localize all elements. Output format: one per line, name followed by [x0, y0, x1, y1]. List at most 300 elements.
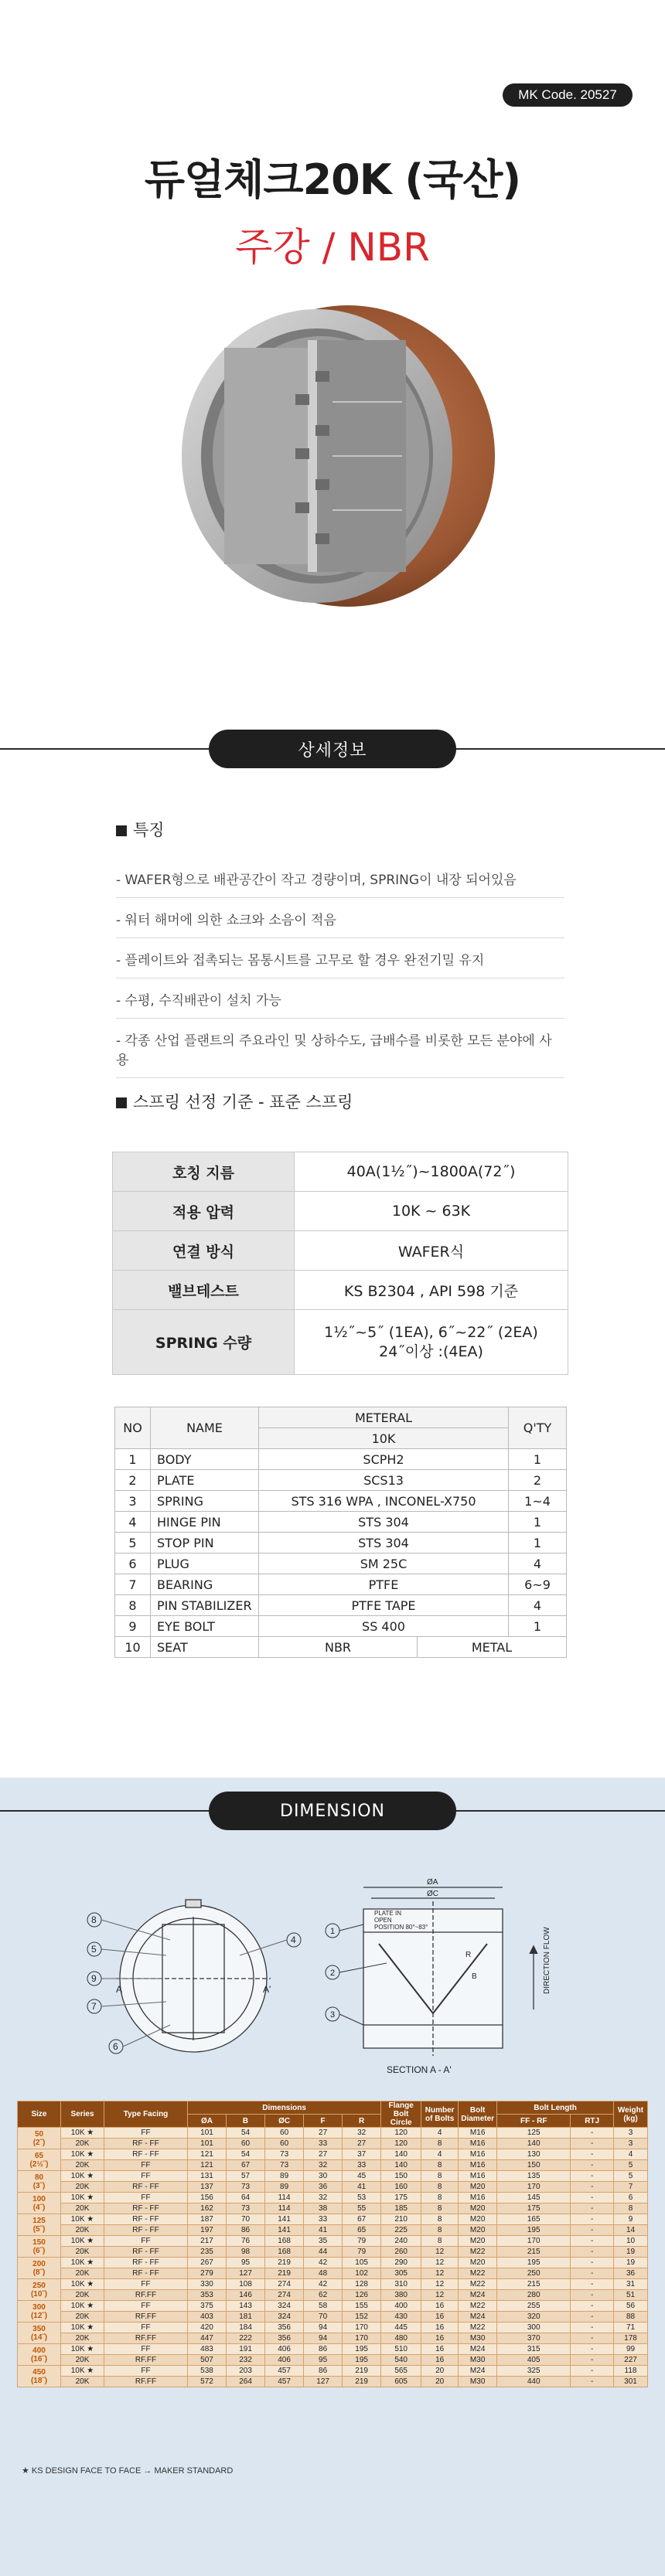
table-cell: 480: [381, 2333, 421, 2344]
table-cell: SCS13: [259, 1470, 509, 1491]
table-cell: 16: [421, 2322, 459, 2333]
table-cell: 195: [343, 2355, 381, 2366]
dimension-drawing: [70, 1870, 611, 2087]
table-row: [115, 1616, 567, 1637]
table-cell: 3: [614, 2128, 648, 2139]
table-cell: 141: [265, 2225, 304, 2236]
table-cell: 203: [227, 2366, 265, 2377]
table-row: [115, 1595, 567, 1616]
table-cell: 51: [614, 2290, 648, 2301]
table-cell: -: [571, 2258, 614, 2268]
table-cell: 235: [188, 2247, 227, 2258]
table-cell: 280: [497, 2290, 571, 2301]
table-cell: 20K: [61, 2160, 104, 2171]
table-cell: 67: [227, 2160, 265, 2171]
table-cell: 127: [227, 2268, 265, 2279]
table-row: [18, 2139, 648, 2149]
table-cell: -: [571, 2182, 614, 2193]
table-cell: 274: [265, 2279, 304, 2290]
ks-design-note: ★ KS DESIGN FACE TO FACE → MAKER STANDARD: [22, 2466, 234, 2476]
table-cell: M24: [459, 2290, 497, 2301]
table-row: [18, 2333, 648, 2344]
size-cell: 50 (2˝): [18, 2128, 61, 2149]
table-cell: 267: [188, 2258, 227, 2268]
table-cell: 20K: [61, 2203, 104, 2214]
callout-number: 3: [330, 2010, 336, 2020]
direction-flow-label: DIRECTION FLOW: [543, 1927, 551, 1994]
table-cell: 16: [421, 2355, 459, 2366]
table-row: [18, 2182, 648, 2193]
spec-row: 적용 압력 10K ~ 63K: [113, 1192, 568, 1231]
table-cell: 1: [509, 1512, 567, 1533]
table-row: [115, 1470, 567, 1491]
table-cell: 8: [421, 2214, 459, 2225]
table-cell: -: [571, 2355, 614, 2366]
table-cell: 6: [115, 1553, 151, 1574]
table-cell: 240: [381, 2236, 421, 2247]
table-cell: 170: [497, 2182, 571, 2193]
size-cell: 250 (10˝): [18, 2279, 61, 2301]
table-cell: 33: [304, 2139, 343, 2149]
callout-number: 1: [330, 1927, 336, 1936]
table-cell: 67: [343, 2214, 381, 2225]
table-cell: 101: [188, 2128, 227, 2139]
dim-r: R: [466, 1951, 472, 1959]
table-row: [18, 2225, 648, 2236]
table-cell: 99: [614, 2344, 648, 2355]
table-cell: STOP PIN: [151, 1533, 259, 1553]
table-cell: 89: [265, 2182, 304, 2193]
dim-phi-a: ØA: [427, 1878, 438, 1887]
table-cell: 36: [304, 2182, 343, 2193]
table-cell: 128: [343, 2279, 381, 2290]
table-cell: 8: [421, 2203, 459, 2214]
table-cell: 195: [497, 2225, 571, 2236]
table-cell: 27: [343, 2139, 381, 2149]
table-cell: 20K: [61, 2225, 104, 2236]
table-cell: M24: [459, 2312, 497, 2322]
table-cell: M16: [459, 2128, 497, 2139]
table-row: [115, 1449, 567, 1470]
table-cell: 301: [614, 2377, 648, 2387]
table-cell: FF: [104, 2279, 188, 2290]
table-cell: -: [571, 2290, 614, 2301]
feature-item: - 각종 산업 플랜트의 주요라인 및 상하수도, 급배수를 비롯한 모든 분야에 사용: [116, 1029, 564, 1078]
table-cell: 95: [227, 2258, 265, 2268]
table-cell: FF: [104, 2366, 188, 2377]
table-cell: 375: [188, 2301, 227, 2312]
table-cell: 60: [265, 2128, 304, 2139]
table-cell: 118: [614, 2366, 648, 2377]
table-cell: 48: [304, 2268, 343, 2279]
table-cell: 32: [304, 2160, 343, 2171]
table-cell: 572: [188, 2377, 227, 2387]
table-row: [115, 1533, 567, 1553]
table-cell: STS 304: [259, 1533, 509, 1553]
table-cell: M22: [459, 2247, 497, 2258]
table-cell: 45: [343, 2171, 381, 2182]
table-cell: HINGE PIN: [151, 1512, 259, 1533]
table-row: [18, 2290, 648, 2301]
table-cell: -: [571, 2236, 614, 2247]
table-cell: 73: [227, 2182, 265, 2193]
table-cell: -: [571, 2377, 614, 2387]
table-cell: 370: [497, 2333, 571, 2344]
table-cell: RF.FF: [104, 2377, 188, 2387]
table-cell: 56: [614, 2301, 648, 2312]
table-cell: 42: [304, 2258, 343, 2268]
table-cell: 16: [421, 2344, 459, 2355]
table-cell: 58: [304, 2301, 343, 2312]
table-cell: 320: [497, 2312, 571, 2322]
table-cell: 44: [304, 2247, 343, 2258]
table-cell: 150: [381, 2171, 421, 2182]
table-cell: SS 400: [259, 1616, 509, 1637]
table-row: [18, 2203, 648, 2214]
table-cell: 20: [421, 2377, 459, 2387]
table-cell: 2: [509, 1470, 567, 1491]
table-cell: -: [571, 2149, 614, 2160]
table-cell: 27: [304, 2149, 343, 2160]
table-cell: RF - FF: [104, 2225, 188, 2236]
mk-code-badge: MK Code. 20527: [503, 83, 633, 107]
table-cell: 457: [265, 2377, 304, 2387]
table-cell: -: [571, 2322, 614, 2333]
table-cell: 160: [381, 2182, 421, 2193]
table-cell: 219: [265, 2268, 304, 2279]
table-cell: RF - FF: [104, 2203, 188, 2214]
table-cell: 71: [614, 2322, 648, 2333]
table-cell: 131: [188, 2171, 227, 2182]
table-cell: FF: [104, 2236, 188, 2247]
table-cell: 10K ★: [61, 2366, 104, 2377]
table-cell: 5: [614, 2171, 648, 2182]
table-cell: -: [571, 2268, 614, 2279]
table-cell: BEARING: [151, 1574, 259, 1595]
table-cell: 4: [614, 2149, 648, 2160]
table-cell: 12: [421, 2290, 459, 2301]
table-cell: 10K ★: [61, 2214, 104, 2225]
table-cell: 168: [265, 2236, 304, 2247]
table-cell: M20: [459, 2258, 497, 2268]
table-cell: 191: [227, 2344, 265, 2355]
table-cell: 20K: [61, 2247, 104, 2258]
table-cell: 20K: [61, 2333, 104, 2344]
table-cell: 35: [304, 2236, 343, 2247]
table-cell: 315: [497, 2344, 571, 2355]
table-cell: 31: [614, 2279, 648, 2290]
table-cell: 20: [421, 2366, 459, 2377]
table-cell: FF: [104, 2171, 188, 2182]
table-cell: 33: [304, 2214, 343, 2225]
plate-note: PLATE IN: [374, 1910, 401, 1917]
table-cell: 324: [265, 2301, 304, 2312]
table-row: [18, 2322, 648, 2333]
table-cell: 73: [265, 2149, 304, 2160]
table-cell: -: [571, 2214, 614, 2225]
table-cell: M20: [459, 2182, 497, 2193]
table-row: [18, 2355, 648, 2366]
table-cell: 55: [343, 2203, 381, 2214]
table-cell: 483: [188, 2344, 227, 2355]
size-cell: 350 (14˝): [18, 2322, 61, 2344]
dim-b: B: [472, 1972, 477, 1981]
table-cell: 225: [381, 2225, 421, 2236]
table-cell: 165: [497, 2214, 571, 2225]
table-cell: 195: [497, 2258, 571, 2268]
table-row: [18, 2366, 648, 2377]
table-cell: 6: [614, 2193, 648, 2203]
table-cell: 41: [304, 2225, 343, 2236]
plate-note: OPEN: [374, 1917, 392, 1924]
table-cell: FF: [104, 2344, 188, 2355]
table-cell: 538: [188, 2366, 227, 2377]
table-cell: 19: [614, 2258, 648, 2268]
table-cell: 170: [343, 2333, 381, 2344]
table-cell: M16: [459, 2193, 497, 2203]
table-cell: FF: [104, 2322, 188, 2333]
table-cell: 65: [343, 2225, 381, 2236]
section-dimension-pill: DIMENSION: [209, 1792, 456, 1830]
table-cell: 264: [227, 2377, 265, 2387]
table-cell: 86: [304, 2366, 343, 2377]
table-cell: 8: [614, 2203, 648, 2214]
table-cell: 89: [265, 2171, 304, 2182]
table-cell: M16: [459, 2149, 497, 2160]
table-cell: M22: [459, 2301, 497, 2312]
table-cell: 88: [614, 2312, 648, 2322]
table-row: [115, 1491, 567, 1512]
parts-body: [115, 1449, 567, 1637]
table-cell: 250: [497, 2268, 571, 2279]
table-cell: 8: [421, 2182, 459, 2193]
table-cell: 325: [497, 2366, 571, 2377]
table-cell: M20: [459, 2203, 497, 2214]
table-cell: 16: [421, 2333, 459, 2344]
square-bullet-icon: [116, 1097, 127, 1108]
feature-item: - 수평, 수직배관이 설치 가능: [116, 989, 564, 1019]
table-cell: 9: [614, 2214, 648, 2225]
table-cell: 10K ★: [61, 2322, 104, 2333]
table-cell: 447: [188, 2333, 227, 2344]
size-cell: 65 (2½˝): [18, 2149, 61, 2171]
table-cell: 406: [265, 2344, 304, 2355]
table-cell: 4: [421, 2128, 459, 2139]
table-cell: RF - FF: [104, 2139, 188, 2149]
spring-heading: 스프링 선정 기준 - 표준 스프링: [116, 1090, 353, 1113]
table-cell: STS 316 WPA , INCONEL-X750: [259, 1491, 509, 1512]
table-row: [18, 2279, 648, 2290]
table-cell: 217: [188, 2236, 227, 2247]
table-row: [18, 2301, 648, 2312]
section-marker-a: A: [116, 1984, 123, 1995]
table-cell: 27: [304, 2128, 343, 2139]
table-cell: 73: [227, 2203, 265, 2214]
table-cell: 33: [343, 2160, 381, 2171]
table-cell: 324: [265, 2312, 304, 2322]
table-cell: 8: [421, 2160, 459, 2171]
callout-number: 4: [291, 1935, 296, 1945]
table-cell: 356: [265, 2322, 304, 2333]
table-cell: 152: [343, 2312, 381, 2322]
table-row: [18, 2128, 648, 2139]
table-cell: 8: [421, 2139, 459, 2149]
table-row: [18, 2214, 648, 2225]
table-cell: 170: [343, 2322, 381, 2333]
table-cell: RF.FF: [104, 2312, 188, 2322]
table-cell: SPRING: [151, 1491, 259, 1512]
table-cell: 73: [265, 2160, 304, 2171]
table-cell: 3: [614, 2139, 648, 2149]
table-cell: 353: [188, 2290, 227, 2301]
table-cell: 380: [381, 2290, 421, 2301]
table-cell: 32: [304, 2193, 343, 2203]
table-cell: 141: [265, 2214, 304, 2225]
table-cell: 1: [509, 1533, 567, 1553]
table-cell: 197: [188, 2225, 227, 2236]
table-cell: 290: [381, 2258, 421, 2268]
features-heading: 특징: [116, 818, 165, 841]
table-cell: 20K: [61, 2312, 104, 2322]
table-cell: 126: [343, 2290, 381, 2301]
table-cell: M22: [459, 2279, 497, 2290]
table-row: 10 SEAT NBR METAL: [115, 1637, 567, 1658]
dim-phi-c: ØC: [427, 1890, 438, 1898]
table-cell: 222: [227, 2333, 265, 2344]
table-cell: 300: [497, 2322, 571, 2333]
table-cell: 101: [188, 2139, 227, 2149]
table-cell: 4: [115, 1512, 151, 1533]
table-cell: 125: [497, 2128, 571, 2139]
table-cell: 14: [614, 2225, 648, 2236]
table-cell: M20: [459, 2214, 497, 2225]
table-cell: 219: [265, 2258, 304, 2268]
table-cell: -: [571, 2301, 614, 2312]
table-cell: 140: [381, 2160, 421, 2171]
table-cell: 155: [343, 2301, 381, 2312]
table-cell: 120: [381, 2139, 421, 2149]
table-cell: 219: [343, 2366, 381, 2377]
table-cell: 10K ★: [61, 2193, 104, 2203]
callout-number: 7: [91, 2001, 97, 2012]
front-view: [116, 1900, 271, 2052]
table-cell: 105: [343, 2258, 381, 2268]
table-cell: 12: [421, 2258, 459, 2268]
table-cell: 79: [343, 2247, 381, 2258]
table-cell: M30: [459, 2355, 497, 2366]
table-cell: 178: [614, 2333, 648, 2344]
table-cell: 10K ★: [61, 2171, 104, 2182]
table-cell: FF: [104, 2301, 188, 2312]
table-cell: -: [571, 2247, 614, 2258]
table-cell: 10K ★: [61, 2128, 104, 2139]
table-cell: FF: [104, 2128, 188, 2139]
table-cell: 210: [381, 2214, 421, 2225]
table-cell: 42: [304, 2279, 343, 2290]
table-cell: 184: [227, 2322, 265, 2333]
spec-row: 호칭 지름 40A(1½˝)~1800A(72˝): [113, 1152, 568, 1192]
section-detail-pill: 상세정보: [209, 730, 456, 768]
table-cell: 120: [381, 2128, 421, 2139]
table-cell: 86: [304, 2344, 343, 2355]
table-cell: 121: [188, 2160, 227, 2171]
table-cell: RF - FF: [104, 2149, 188, 2160]
table-cell: 8: [421, 2193, 459, 2203]
table-cell: -: [571, 2312, 614, 2322]
feature-item: - 플레이트와 접촉되는 몸통시트를 고무로 할 경우 완전기밀 유지: [116, 949, 564, 978]
table-cell: STS 304: [259, 1512, 509, 1533]
table-cell: 310: [381, 2279, 421, 2290]
table-cell: 79: [343, 2236, 381, 2247]
square-bullet-icon: [116, 825, 127, 836]
table-row: [18, 2193, 648, 2203]
table-row: [18, 2160, 648, 2171]
size-cell: 150 (6˝): [18, 2236, 61, 2258]
table-cell: 114: [265, 2203, 304, 2214]
dual-check-valve-image: [155, 278, 510, 634]
table-cell: 4: [509, 1595, 567, 1616]
table-cell: 8: [421, 2236, 459, 2247]
table-cell: 70: [227, 2214, 265, 2225]
table-cell: M22: [459, 2268, 497, 2279]
table-cell: PTFE TAPE: [259, 1595, 509, 1616]
table-cell: 114: [265, 2193, 304, 2203]
table-cell: 20K: [61, 2377, 104, 2387]
table-cell: M16: [459, 2160, 497, 2171]
table-cell: 145: [497, 2193, 571, 2203]
table-cell: 8: [115, 1595, 151, 1616]
table-cell: -: [571, 2225, 614, 2236]
table-cell: 175: [497, 2203, 571, 2214]
table-cell: 8: [421, 2171, 459, 2182]
table-cell: 162: [188, 2203, 227, 2214]
callout-number: 9: [91, 1973, 97, 1984]
table-cell: 255: [497, 2301, 571, 2312]
table-cell: 156: [188, 2193, 227, 2203]
table-cell: PTFE: [259, 1574, 509, 1595]
table-cell: M20: [459, 2236, 497, 2247]
table-cell: 76: [227, 2236, 265, 2247]
table-cell: 279: [188, 2268, 227, 2279]
table-cell: 185: [381, 2203, 421, 2214]
table-cell: 430: [381, 2312, 421, 2322]
table-cell: SM 25C: [259, 1553, 509, 1574]
table-cell: 95: [304, 2355, 343, 2366]
table-row: [18, 2149, 648, 2160]
table-cell: -: [571, 2366, 614, 2377]
table-row: [115, 1512, 567, 1533]
table-cell: BODY: [151, 1449, 259, 1470]
table-cell: 98: [227, 2247, 265, 2258]
callout-number: 8: [91, 1914, 97, 1925]
table-cell: 16: [421, 2301, 459, 2312]
table-cell: RF - FF: [104, 2258, 188, 2268]
table-cell: 108: [227, 2279, 265, 2290]
table-cell: 330: [188, 2279, 227, 2290]
table-cell: PLUG: [151, 1553, 259, 1574]
table-cell: 4: [421, 2149, 459, 2160]
table-cell: 187: [188, 2214, 227, 2225]
table-cell: SCPH2: [259, 1449, 509, 1470]
table-cell: 12: [421, 2247, 459, 2258]
table-row: [18, 2312, 648, 2322]
callout-number: 2: [330, 1969, 336, 1978]
table-row: [18, 2247, 648, 2258]
product-subtitle: 주강 / NBR: [235, 225, 430, 270]
table-cell: 36: [614, 2268, 648, 2279]
size-cell: 100 (4˝): [18, 2193, 61, 2214]
table-row: [18, 2258, 648, 2268]
